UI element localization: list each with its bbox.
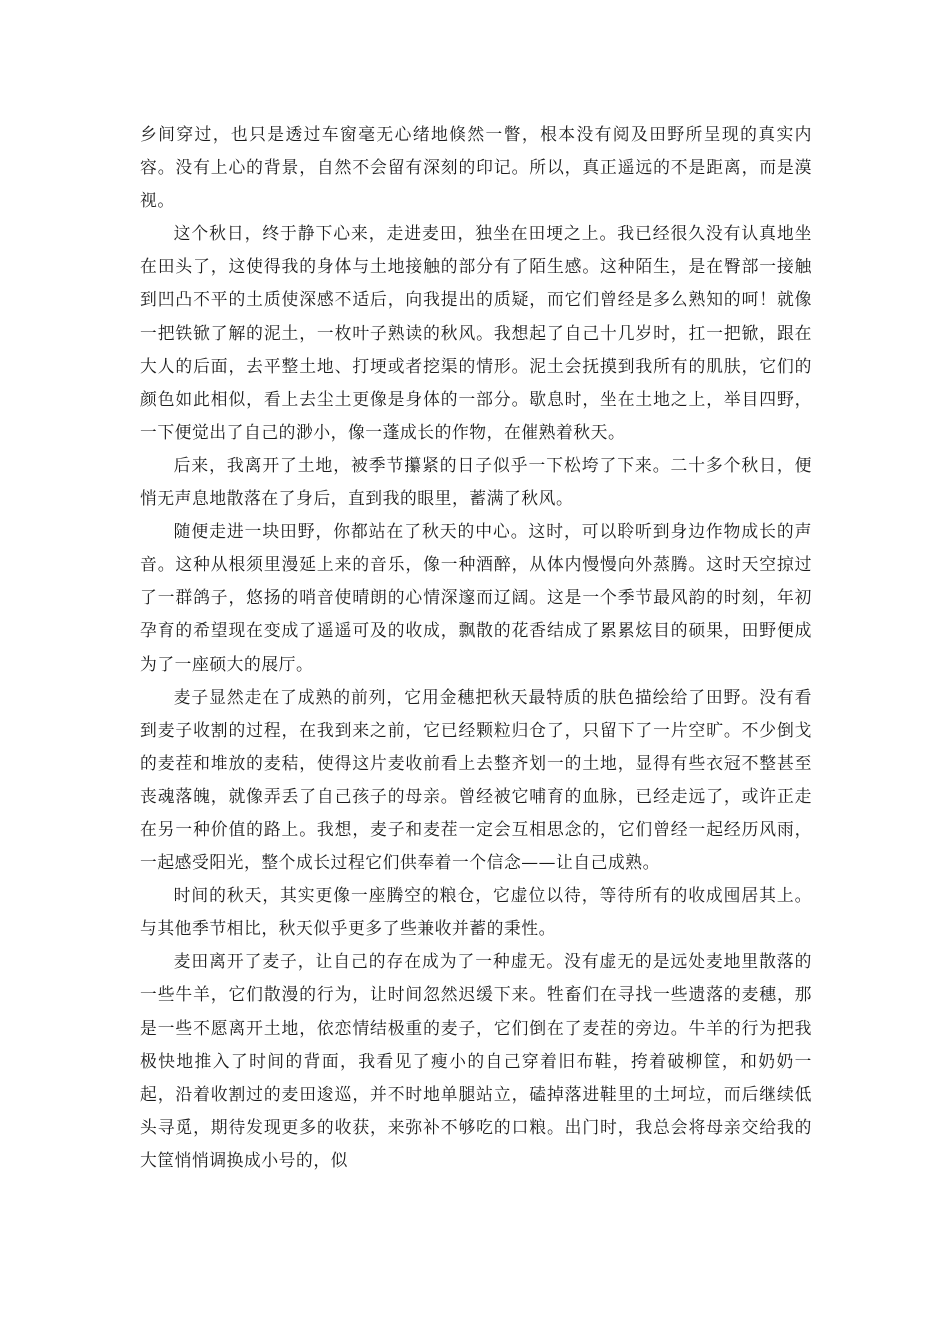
paragraph-2: 这个秋日，终于静下心来，走进麦田，独坐在田埂之上。我已经很久没有认真地坐在田头了，这使得我的身体与土地接触的部分有了陌生感。这种陌生，是在臀部一接触到凹凸不平的土质使深感不适后，向我提出的质疑，而它们曾经是多么熟知的呵！就像一把铁锨了解的泥土，一枚叶子熟读的秋风。我想起了自己十几岁时，扛一把锨，跟在大人的后面，去平整土地、打埂或者挖渠的情形。泥土会抚摸到我所有的肌肤，它们的颜色如此相似，看上去尘土更像是身体的一部分。歇息时，坐在土地之上，举目四野，一下便觉出了自己的渺小，像一蓬成长的作物，在催熟着秋天。 xyxy=(140,223,812,442)
paragraph-3: 后来，我离开了土地，被季节攥紧的日子似乎一下松垮了下来。二十多个秋日，便悄无声息地散落在了身后，直到我的眼里，蓄满了秋风。 xyxy=(140,454,812,509)
paragraph-4: 随便走进一块田野，你都站在了秋天的中心。这时，可以聆听到身边作物成长的声音。这种从根须里漫延上来的音乐，像一种酒醉，从体内慢慢向外蒸腾。这时天空掠过了一群鸽子，悠扬的哨音使晴朗的心情深邃而辽阔。这是一个季节最风韵的时刻，年初孕育的希望现在变成了遥遥可及的收成，飘散的花香结成了累累炫目的硕果，田野便成为了一座硕大的展厅。 xyxy=(140,521,812,674)
paragraph-5: 麦子显然走在了成熟的前列，它用金穗把秋天最特质的肤色描绘给了田野。没有看到麦子收割的过程，在我到来之前，它已经颗粒归仓了，只留下了一片空旷。不少倒戈的麦茬和堆放的麦秸，使得这片麦收前看上去整齐划一的土地，显得有些衣冠不整甚至丧魂落魄，就像弄丢了自己孩子的母亲。曾经被它哺育的血脉，已经走远了，或许正走在另一种价值的路上。我想，麦子和麦茬一定会互相思念的，它们曾经一起经历风雨，一起感受阳光，整个成长过程它们供奉着一个信念——让自己成熟。 xyxy=(140,686,812,873)
paragraph-7: 麦田离开了麦子，让自己的存在成为了一种虚无。没有虚无的是远处麦地里散落的一些牛羊，它们散漫的行为，让时间忽然迟缓下来。牲畜们在寻找一些遗落的麦穗，那是一些不愿离开土地，依恋情结极重的麦子，它们倒在了麦茬的旁边。牛羊的行为把我极快地推入了时间的背面，我看见了瘦小的自己穿着旧布鞋，挎着破柳筐，和奶奶一起，沿着收割过的麦田逡巡，并不时地单腿站立，磕掉落进鞋里的土坷垃，而后继续低头寻觅，期待发现更多的收获，来弥补不够吃的口粮。出门时，我总会将母亲交给我的大筐悄悄调换成小号的，似 xyxy=(140,951,812,1170)
paragraph-6: 时间的秋天，其实更像一座腾空的粮仓，它虚位以待，等待所有的收成囤居其上。与其他季节相比，秋天似乎更多了些兼收并蓄的秉性。 xyxy=(140,885,812,939)
paragraph-1: 乡间穿过，也只是透过车窗毫无心绪地倏然一瞥，根本没有阅及田野所呈现的真实内容。没有上心的背景，自然不会留有深刻的印记。所以，真正遥远的不是距离，而是漠视。 xyxy=(140,124,812,211)
document-body xyxy=(140,118,812,1177)
